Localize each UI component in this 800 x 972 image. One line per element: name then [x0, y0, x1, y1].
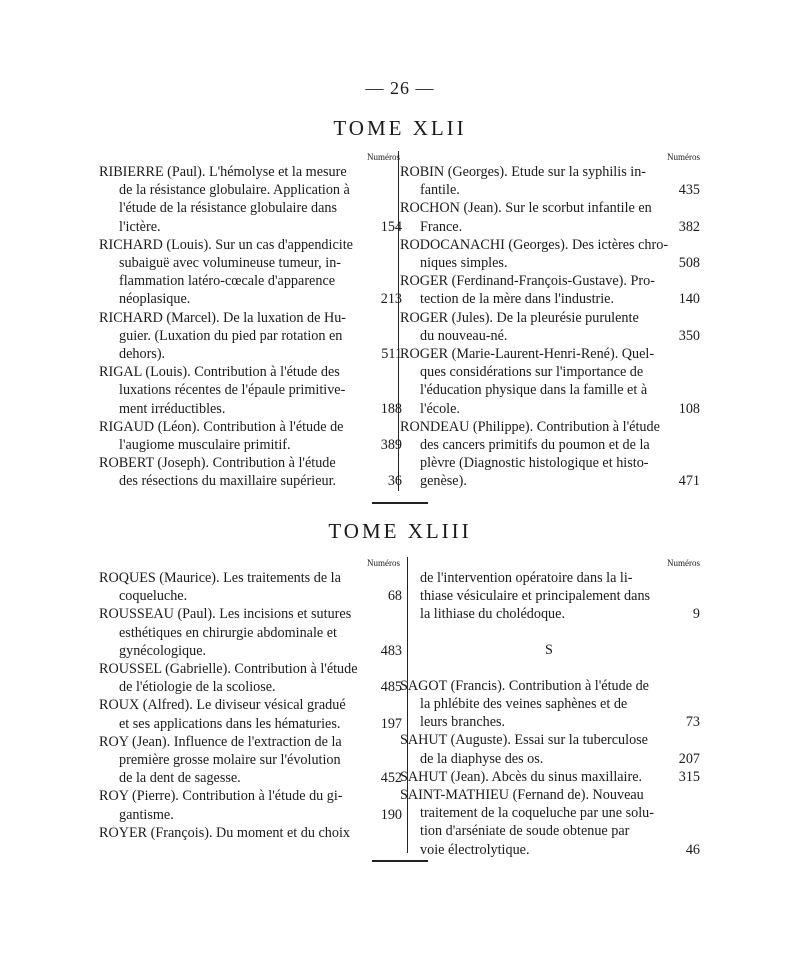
entry-line: RODOCANACHI (Georges). Des ictères chro-: [400, 236, 669, 253]
entry-line: ROGER (Marie-Laurent-Henri-René). Quel-: [400, 346, 655, 363]
entry-line: la lithiase du cholédoque.: [420, 606, 565, 623]
section-divider: [372, 502, 428, 504]
entry-line: SAHUT (Jean). Abcès du sinus maxillaire.: [400, 768, 643, 785]
entry-line: de l'étiologie de la scoliose.: [119, 679, 276, 696]
entry-number: 207: [678, 750, 700, 767]
index-entry: [400, 236, 698, 272]
entry-number: 483: [380, 642, 402, 659]
entry-line: esthétiques en chirurgie abdominale et: [119, 624, 337, 641]
entry-number: 188: [380, 400, 402, 417]
entry-number: 382: [678, 218, 700, 235]
entry-line: ROYER (François). Du moment et du choix: [99, 824, 351, 841]
index-entry: [99, 824, 364, 842]
entry-line: la phlébite des veines saphènes et de: [420, 696, 628, 713]
entry-number: 350: [678, 327, 700, 344]
entry-number: 36: [387, 473, 402, 490]
index-entry: [400, 569, 698, 624]
numeros-label: Numéros: [367, 558, 400, 568]
index-entry: [99, 236, 402, 309]
entry-line: RIGAUD (Léon). Contribution à l'étude de: [99, 418, 344, 435]
entry-line: subaiguë avec volumineuse tumeur, in-: [119, 255, 342, 272]
entry-number: 154: [380, 218, 402, 235]
entry-line: ROBIN (Georges). Etude sur la syphilis in-: [400, 164, 647, 180]
entry-line: ROQUES (Maurice). Les traitements de la: [99, 570, 341, 586]
tome-section: [99, 151, 701, 491]
entry-line: l'école.: [420, 400, 460, 417]
left-column: [99, 151, 402, 491]
entry-line: de la résistance globulaire. Application à: [119, 182, 350, 199]
entry-line: coqueluche.: [119, 588, 188, 605]
entry-number: 68: [387, 588, 402, 605]
entry-number: 9: [692, 606, 700, 623]
index-entry: [99, 569, 402, 605]
tome-title: TOME XLII: [333, 116, 467, 140]
entry-line: de la diaphyse des os.: [420, 750, 544, 767]
entry-line: ROBERT (Joseph). Contribution à l'étude: [99, 455, 336, 472]
entry-number: 315: [678, 768, 700, 785]
entry-line: fantile.: [420, 182, 460, 199]
index-entry: [400, 345, 698, 418]
entry-line: ROUSSEL (Gabrielle). Contribution à l'étude: [99, 661, 358, 678]
index-entry: [99, 309, 402, 364]
section-divider: [372, 860, 428, 862]
entry-line: ROUX (Alfred). Le diviseur vésical gradué: [99, 697, 346, 714]
entry-line: première grosse molaire sur l'évolution: [119, 752, 341, 769]
entry-line: ROCHON (Jean). Sur le scorbut infantile en: [400, 200, 652, 217]
entry-line: RIBIERRE (Paul). L'hémolyse et la mesure: [99, 164, 347, 180]
entry-line: l'ictère.: [119, 218, 161, 235]
index-entry: [99, 787, 402, 823]
numeros-label: Numéros: [667, 152, 700, 162]
entry-number: 73: [685, 714, 700, 731]
entry-line: ROGER (Ferdinand-François-Gustave). Pro-: [400, 273, 655, 290]
entry-line: traitement de la coqueluche par une solu-: [420, 805, 654, 822]
entry-number: 197: [380, 715, 402, 732]
entry-line: leurs branches.: [420, 714, 506, 731]
entry-line: plèvre (Diagnostic histologique et histo-: [420, 455, 649, 472]
index-entry: [400, 768, 698, 786]
entry-line: luxations récentes de l'épaule primitive-: [119, 382, 346, 399]
right-column: [400, 151, 698, 491]
entry-line: niques simples.: [420, 255, 508, 272]
entry-line: ROY (Pierre). Contribution à l'étude du gi-: [99, 788, 343, 805]
column-divider: [398, 151, 399, 491]
index-entry: [99, 733, 402, 788]
index-entry: [99, 163, 402, 236]
entry-line: tection de la mère dans l'industrie.: [420, 291, 615, 308]
entry-number: 389: [380, 437, 402, 454]
entry-line: guier. (Luxation du pied par rotation en: [119, 327, 343, 344]
entry-line: tion d'arséniate de soude obtenue par: [420, 823, 630, 840]
index-entry: [400, 272, 698, 308]
entry-line: ROUSSEAU (Paul). Les incisions et sutures: [99, 606, 352, 623]
entry-line: ques considérations sur l'importance de: [420, 364, 644, 381]
numeros-label: Numéros: [367, 152, 400, 162]
entry-line: l'étude de la résistance globulaire dans: [119, 200, 338, 217]
entry-number: 190: [380, 806, 402, 823]
entry-number: 213: [380, 291, 402, 308]
entry-line: SAGOT (Francis). Contribution à l'étude de: [400, 677, 649, 694]
entry-line: du nouveau-né.: [420, 327, 508, 344]
index-entry: [400, 786, 698, 859]
index-entry: [99, 454, 402, 490]
index-entry: [400, 309, 698, 345]
entry-number: 511: [381, 346, 402, 363]
page-number: — 26 —: [365, 78, 435, 98]
entry-number: 108: [678, 400, 700, 417]
entry-line: néoplasique.: [119, 291, 191, 308]
entry-line: RONDEAU (Philippe). Contribution à l'étude: [400, 418, 660, 435]
entry-number: 435: [678, 182, 700, 199]
entry-line: RICHARD (Louis). Sur un cas d'appendicite: [99, 236, 353, 253]
entry-line: thiase vésiculaire et principalement dans: [420, 588, 651, 605]
entry-number: 471: [678, 473, 700, 490]
right-column: [400, 557, 698, 859]
entry-line: de la dent de sagesse.: [119, 770, 241, 787]
letter-heading: S: [545, 641, 553, 658]
entry-line: de l'intervention opératoire dans la li-: [420, 570, 633, 586]
entry-line: voie électrolytique.: [420, 841, 530, 858]
entry-line: dehors).: [119, 346, 166, 363]
index-entry: [400, 418, 698, 491]
tome-section: [99, 557, 701, 858]
numeros-label: Numéros: [667, 558, 700, 568]
left-column: [99, 557, 402, 842]
index-entry: [400, 199, 698, 235]
entry-line: des résections du maxillaire supérieur.: [119, 473, 337, 490]
entry-line: ROGER (Jules). De la pleurésie purulente: [400, 309, 639, 326]
entry-line: l'augiome musculaire primitif.: [119, 437, 291, 454]
index-entry: [400, 677, 698, 732]
index-entry: [99, 605, 402, 660]
entry-line: SAHUT (Auguste). Essai sur la tuberculose: [400, 732, 648, 749]
entry-line: flammation latéro-cœcale d'apparence: [119, 273, 336, 290]
entry-line: ment irréductibles.: [119, 400, 226, 417]
entry-number: 485: [380, 679, 402, 696]
tome-title: TOME XLIII: [328, 519, 472, 543]
index-entry: [99, 418, 402, 454]
entry-number: 508: [678, 255, 700, 272]
index-entry: [99, 363, 402, 418]
entry-line: RIGAL (Louis). Contribution à l'étude des: [99, 364, 340, 381]
entry-line: SAINT-MATHIEU (Fernand de). Nouveau: [400, 787, 644, 804]
index-entry: [99, 696, 402, 732]
entry-line: des cancers primitifs du poumon et de la: [420, 437, 650, 454]
entry-number: 140: [678, 291, 700, 308]
entry-line: France.: [420, 218, 463, 235]
index-entry: [400, 731, 698, 767]
entry-line: genèse).: [420, 473, 467, 490]
index-entry: [99, 660, 402, 696]
entry-line: gantisme.: [119, 806, 174, 823]
entry-number: 452: [380, 770, 402, 787]
entry-line: ROY (Jean). Influence de l'extraction de la: [99, 733, 342, 750]
index-entry: [400, 163, 698, 199]
entry-line: RICHARD (Marcel). De la luxation de Hu-: [99, 309, 347, 326]
entry-line: gynécologique.: [119, 642, 207, 659]
entry-line: et ses applications dans les hématuries.: [119, 715, 341, 732]
entry-line: l'éducation physique dans la famille et à: [420, 382, 648, 399]
entry-number: 46: [685, 841, 700, 858]
